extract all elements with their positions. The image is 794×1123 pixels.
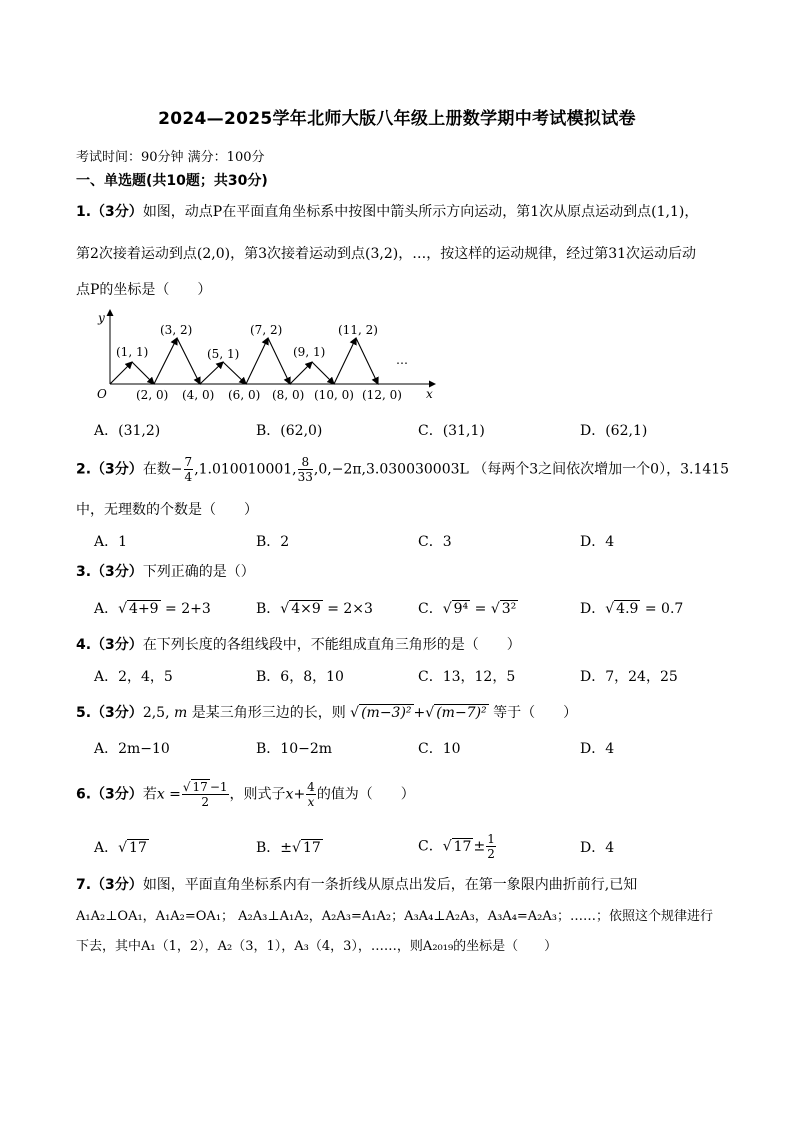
q1-line-2: 第2次接着运动到点(2,0)，第3次接着运动到点(3,2)，…，按这样的运动规律，经过第31次运动后动 bbox=[76, 246, 697, 262]
q1-option-a: A．(31,2) bbox=[94, 423, 161, 439]
q2-option-b: B．2 bbox=[256, 534, 290, 550]
q5-option-b: B．10−2m bbox=[256, 741, 333, 757]
q1-line-1 bbox=[76, 201, 698, 221]
q4-option-b: B．6，8，10 bbox=[256, 669, 344, 685]
sqrt-expression: √ 4+9 bbox=[118, 601, 159, 617]
q6-number: 6.（3分） bbox=[76, 786, 143, 803]
q2-option-c: C．3 bbox=[418, 534, 452, 550]
path-segment bbox=[110, 362, 132, 384]
q2-line-2: 中，无理数的个数是（ ） bbox=[76, 502, 258, 518]
q7-line-2: A₁A₂⊥OA₁，A₁A₂=OA₁； A₂A₃⊥A₁A₂，A₂A₃=A₁A₂；A₃A₄⊥A₂A₃，A₃A₄=A₂A₃；……；依照这个规律进行 bbox=[76, 909, 713, 924]
q1-text-1: 如图，动点P在平面直角坐标系中按图中箭头所示方向运动，第1次从原点运动到点(1,1)， bbox=[142, 204, 699, 220]
point-label: (8, 0) bbox=[272, 388, 305, 402]
q1-motion-graph bbox=[90, 306, 450, 406]
q2-mid-1: ,1.010010001, bbox=[194, 461, 297, 478]
q2-line-1 bbox=[76, 455, 729, 484]
sqrt-expression: √ (m−3)² bbox=[350, 705, 412, 721]
q1-option-d: D．(62,1) bbox=[580, 423, 648, 439]
cbrt-expression: √ 3² bbox=[490, 601, 517, 617]
q5-option-d: D．4 bbox=[580, 741, 615, 757]
point-label: (12, 0) bbox=[362, 388, 402, 402]
q2-option-a: A．1 bbox=[94, 534, 128, 550]
path-segment bbox=[312, 362, 334, 384]
q1-option-c: C．(31,1) bbox=[418, 423, 485, 439]
sqrt-expression: √ 4.9 bbox=[605, 601, 639, 617]
path-segment bbox=[334, 338, 356, 384]
q2-mid-2: ,0,−2π,3.030030003L （每两个3之间依次增加一个0），3.1415 bbox=[313, 461, 730, 478]
q4-option-a: A．2，4，5 bbox=[94, 669, 173, 685]
x-axis-label: x bbox=[426, 387, 433, 401]
q6-fraction-1: $\frac{√ 17 -1}{2}$ bbox=[182, 780, 228, 809]
origin-label: O bbox=[97, 387, 107, 401]
q3-option-c: C．√ 9⁴ = √ 3² bbox=[418, 601, 517, 617]
point-label: (3, 2) bbox=[160, 323, 193, 337]
ellipsis: … bbox=[396, 353, 408, 367]
q2-fraction-1: $\frac{7}{4}$ bbox=[184, 455, 193, 484]
point-label: (6, 0) bbox=[228, 388, 261, 402]
point-label: (7, 2) bbox=[250, 323, 283, 337]
path-segment bbox=[200, 362, 223, 384]
q5-option-a: A．2m−10 bbox=[94, 741, 170, 757]
point-label: (10, 0) bbox=[314, 388, 354, 402]
point-label: (9, 1) bbox=[293, 345, 326, 359]
q6-line: 6.（3分）若x = $\frac{√ 17 -1}{2}$ ，则式子x+ $\frac{4}{x}$ 的值为（ ） bbox=[76, 780, 415, 809]
q7-line-1: 7.（3分）如图，平面直角坐标系内有一条折线从原点出发后，在第一象限内曲折前行,已知 bbox=[76, 877, 638, 893]
q4-line bbox=[76, 634, 521, 654]
point-label: (2, 0) bbox=[136, 388, 169, 402]
q4-text: 在下列长度的各组线段中，不能组成直角三角形的是（ ） bbox=[142, 637, 521, 653]
q4-number: 4.（3分） bbox=[76, 637, 143, 653]
q4-option-d: D．7，24，25 bbox=[580, 669, 678, 685]
point-label: (11, 2) bbox=[338, 323, 378, 337]
path-segment bbox=[132, 362, 154, 384]
q2-fraction-2: $\frac{8}{33}$ bbox=[297, 455, 313, 484]
q7-number: 7.（3分） bbox=[76, 877, 143, 893]
q5-option-c: C．10 bbox=[418, 741, 461, 757]
sqrt-expression: √ 9⁴ bbox=[442, 601, 469, 617]
q1-option-b: B．(62,0) bbox=[256, 423, 323, 439]
q4-option-c: C．13，12，5 bbox=[418, 669, 516, 685]
sqrt-expression: √ 4×9 bbox=[280, 601, 321, 617]
point-label: (4, 0) bbox=[182, 388, 215, 402]
sqrt-expression: √ (m−7)² bbox=[425, 705, 487, 721]
path-segment bbox=[290, 362, 312, 384]
y-axis-label: y bbox=[98, 311, 105, 325]
exam-meta: 考试时间：90分钟 满分：100分 bbox=[76, 150, 265, 165]
exam-title: 2024—2025学年北师大版八年级上册数学期中考试模拟试卷 bbox=[158, 109, 636, 129]
q3-text: 下列正确的是（） bbox=[142, 564, 255, 580]
q1-number: 1.（3分） bbox=[76, 204, 143, 220]
q3-line bbox=[76, 561, 255, 581]
section-heading: 一、单选题(共10题；共30分) bbox=[76, 173, 268, 189]
q3-option-a: A．√ 4+9 = 2+3 bbox=[94, 601, 211, 617]
q3-number: 3.（3分） bbox=[76, 564, 143, 580]
q1-line-3: 点P的坐标是（ ） bbox=[76, 282, 212, 298]
q6-option-c: C．√ 17 ± $\frac{1}{2}$ bbox=[418, 832, 495, 861]
path-segment bbox=[223, 362, 246, 384]
path-segment bbox=[154, 338, 177, 384]
q5-number: 5.（3分） bbox=[76, 705, 143, 721]
q7-line-3: 下去，其中A₁（1，2），A₂（3，1），A₃（4，3），……，则A₂₀₁₉的坐标是（ ） bbox=[76, 939, 558, 954]
path-segment bbox=[268, 338, 290, 384]
q6-option-b: B．±√ 17 bbox=[256, 840, 321, 856]
q2-prefix: 在数− bbox=[142, 461, 183, 478]
point-label: (1, 1) bbox=[116, 345, 149, 359]
point-label: (5, 1) bbox=[207, 347, 240, 361]
path-segment bbox=[356, 338, 378, 384]
q2-number: 2.（3分） bbox=[76, 461, 143, 478]
path-segment bbox=[246, 338, 268, 384]
q3-option-d: D．√ 4.9 = 0.7 bbox=[580, 601, 684, 617]
q5-line: 5.（3分）2,5, m 是某三角形三边的长，则 √ (m−3)² +√ (m−7)² 等于（ ） bbox=[76, 705, 578, 721]
q6-fraction-2: $\frac{4}{x}$ bbox=[307, 780, 315, 809]
q2-option-d: D．4 bbox=[580, 534, 615, 550]
path-segment bbox=[177, 338, 200, 384]
q3-option-b: B．√ 4×9 = 2×3 bbox=[256, 601, 373, 617]
q6-option-a: A．√ 17 bbox=[94, 840, 147, 856]
q6-option-d: D．4 bbox=[580, 840, 615, 856]
